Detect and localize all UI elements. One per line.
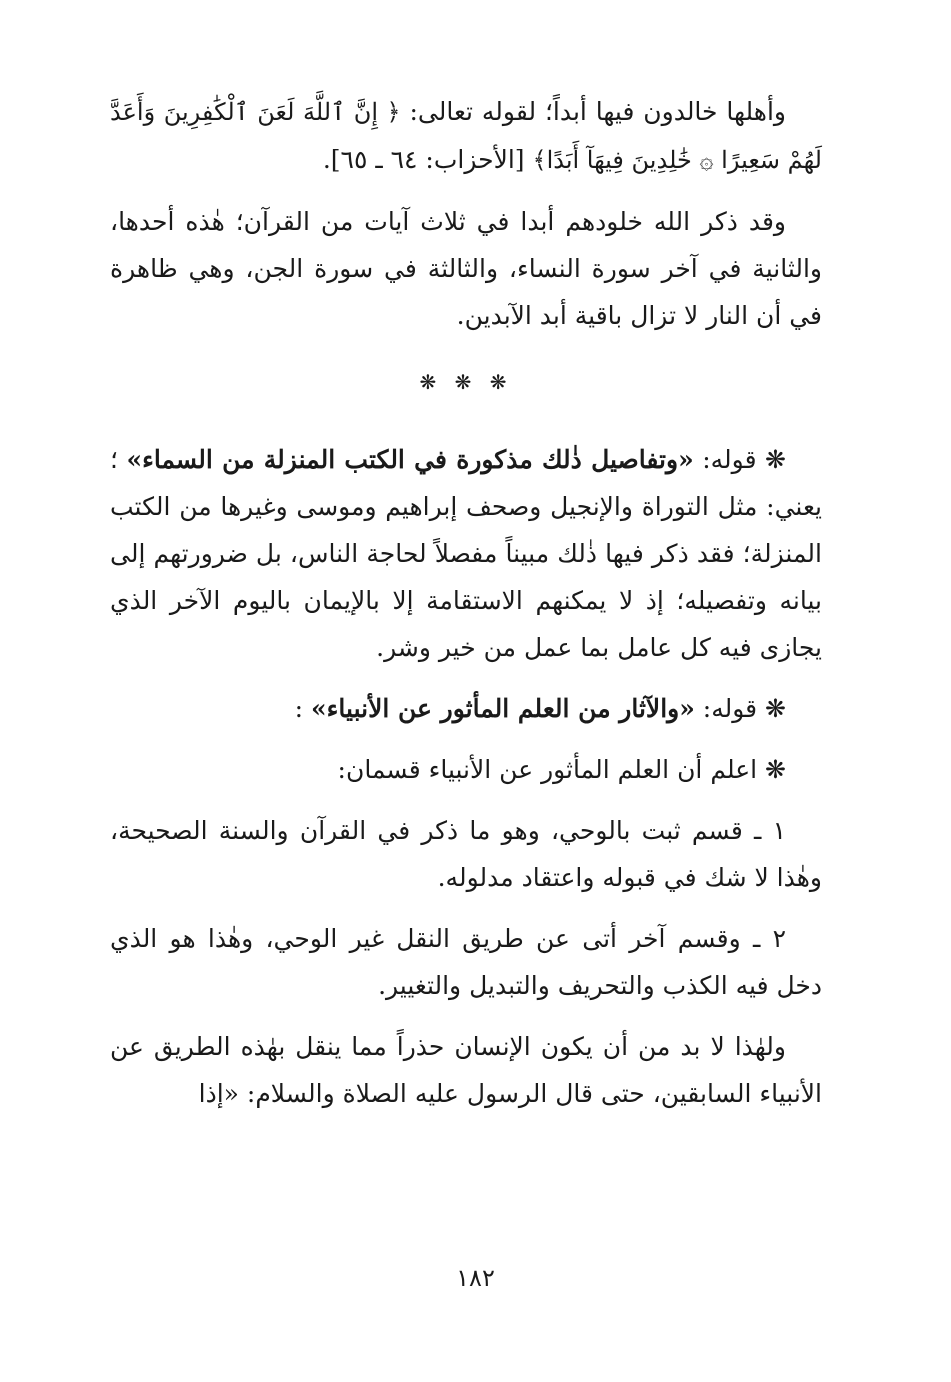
paragraph-details [110, 436, 822, 671]
section-separator: ❋ ❋ ❋ [419, 370, 513, 394]
paragraph-athar-rest: : [294, 694, 304, 723]
quoted-text-details: «وتفاصيل ذٰلك مذكورة في الكتب المنزلة من السماء» [126, 445, 694, 474]
quran-verse: ﴿ إِنَّ ٱللَّهَ لَعَنَ ٱلْكَٰفِرِينَ وَأَعَدَّ لَهُمْ سَعِيرًا ۞ خَٰلِدِينَ فِيهَآ أَبَدًا﴾ [110, 98, 822, 174]
paragraph-eternity: وقد ذكر الله خلودهم أبدا في ثلاث آيات من القرآن؛ هٰذه أحدها، والثانية في آخر سورة النساء، والثالثة في سورة الجن، وهي ظاهرة في أن النار لا تزال باقية أبد الآبدين. [110, 207, 822, 330]
paragraph-athar [110, 685, 822, 732]
paragraph-two-kinds: ❋ اعلم أن العلم المأثور عن الأنبياء قسمان: [337, 755, 786, 784]
paragraph-athar-lead: ❋ قوله: [694, 694, 786, 723]
quoted-text-athar: «والآثار من العلم المأثور عن الأنبياء» [311, 694, 695, 723]
paragraph-verse-intro: وأهلها خالدون فيها أبداً؛ لقوله تعالى: [400, 97, 786, 126]
paragraph-details-rest: ؛ يعني: مثل التوراة والإنجيل وصحف إبراهيم وموسى وغيرها من الكتب المنزلة؛ فقد ذكر فيها ذٰلك مبيناً مفصلاً لحاجة الناس، بل ضرورتهم إلى بيانه وتفصيله؛ إذ لا يمكنهم الاستقامة إلا بالإيمان باليوم الآخر الذي يجازى فيه كل عامل بما عمل من خير وشر. [110, 445, 822, 662]
paragraph-caution: ولهٰذا لا بد من أن يكون الإنسان حذراً مما ينقل بهٰذه الطريق عن الأنبياء السابقين، حتى قال الرسول عليه الصلاة والسلام: «إذا [110, 1032, 822, 1108]
paragraph-kind-two: ٢ ـ وقسم آخر أتى عن طريق النقل غير الوحي، وهٰذا هو الذي دخل فيه الكذب والتحريف والتبديل والتغيير. [110, 924, 822, 1000]
page-body [110, 88, 822, 1131]
paragraph-details-lead: ❋ قوله: [693, 445, 787, 474]
verse-reference: [الأحزاب: ٦٤ ـ ٦٥]. [322, 145, 525, 174]
page-number: ١٨٢ [456, 1264, 495, 1292]
paragraph-verse [110, 88, 822, 184]
paragraph-kind-one: ١ ـ قسم ثبت بالوحي، وهو ما ذكر في القرآن والسنة الصحيحة، وهٰذا لا شك في قبوله واعتقاد مدلوله. [110, 816, 822, 892]
